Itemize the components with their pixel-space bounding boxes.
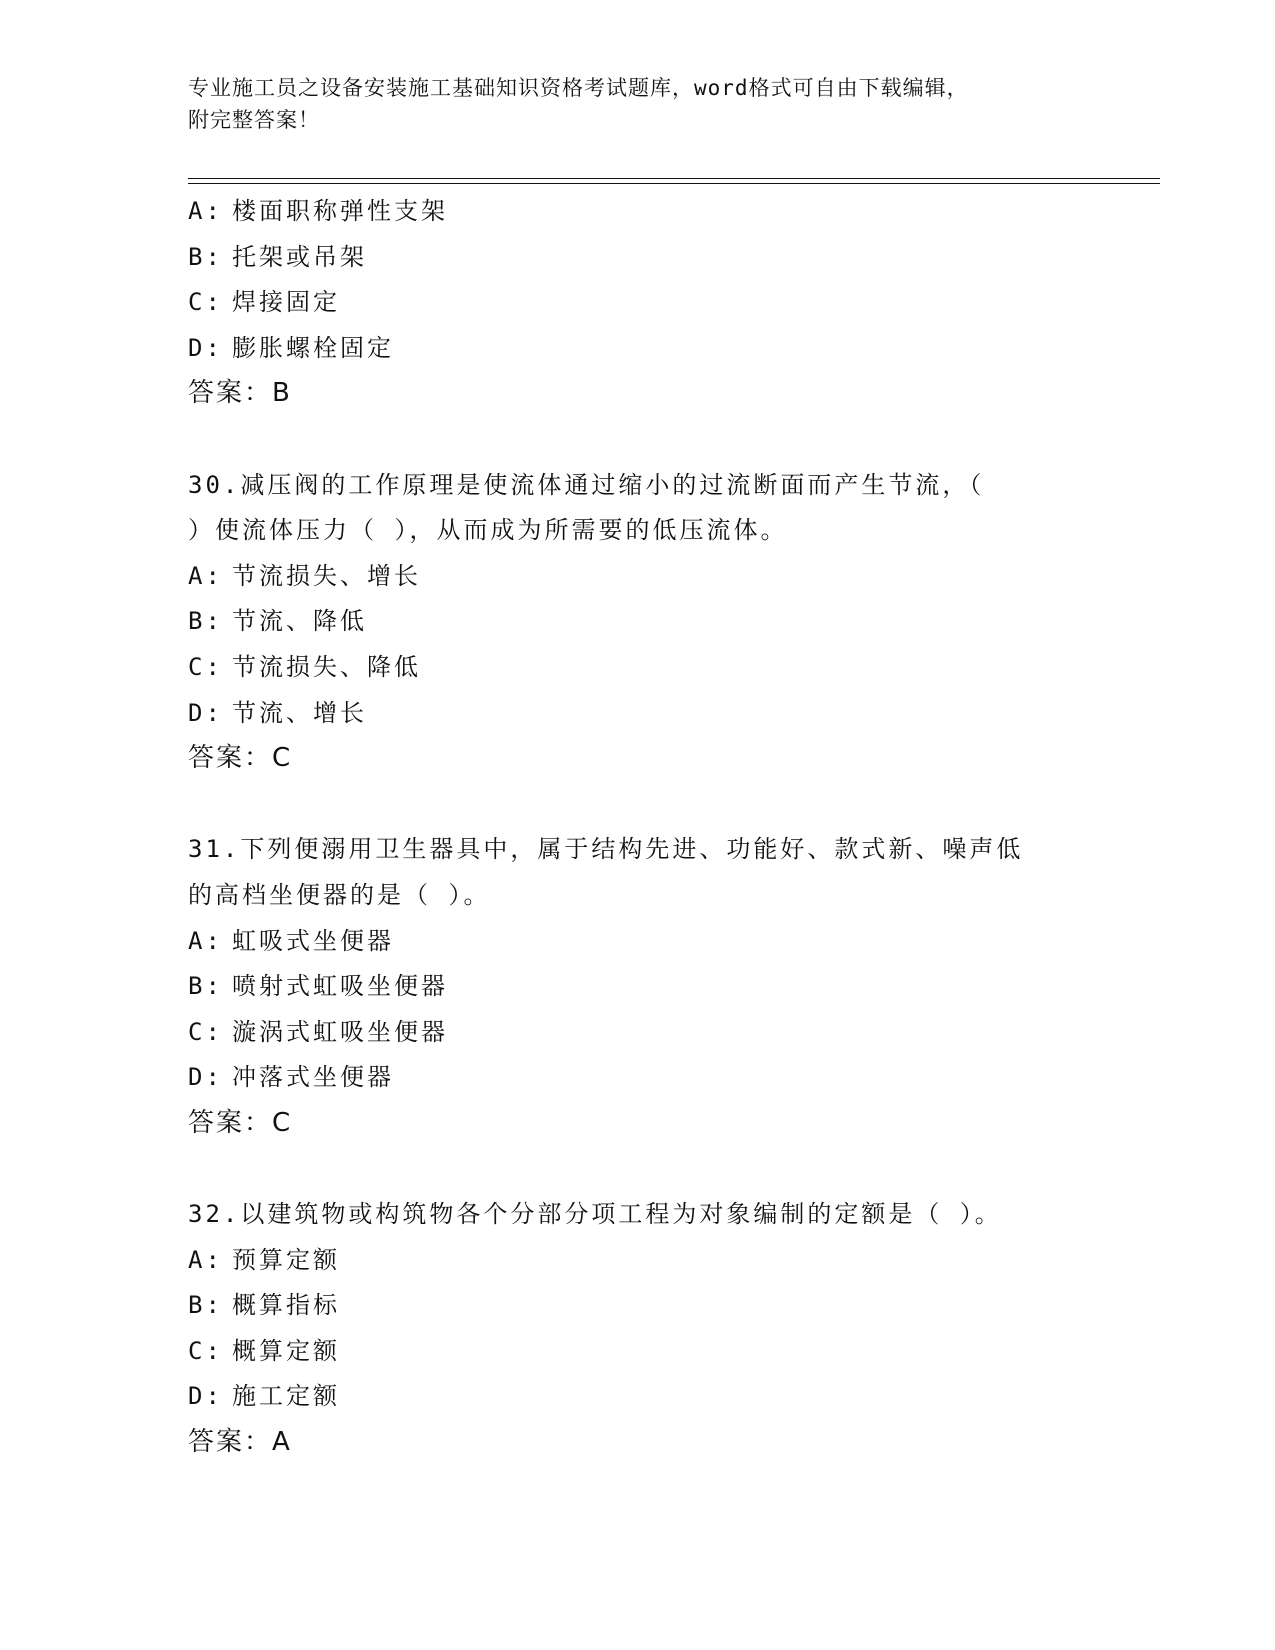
option-letter: D: <box>188 333 223 362</box>
option-letter: A: <box>188 1245 223 1274</box>
option-row <box>188 189 1160 235</box>
option-row <box>188 645 1160 691</box>
option-text: 节流损失、降低 <box>232 652 421 681</box>
option-letter: C: <box>188 1017 223 1046</box>
option-text: 喷射式虹吸坐便器 <box>232 972 448 1001</box>
option-text: 节流损失、增长 <box>232 561 421 590</box>
block-spacer <box>188 1146 1160 1192</box>
option-text: 预算定额 <box>232 1245 340 1274</box>
option-row <box>188 1374 1160 1420</box>
block-spacer <box>188 417 1160 463</box>
answer-line: 答案：B <box>188 378 292 409</box>
option-text: 节流、降低 <box>232 607 367 636</box>
option-text: 概算指标 <box>232 1291 340 1320</box>
option-row <box>188 1283 1160 1329</box>
option-row <box>188 554 1160 600</box>
option-row <box>188 599 1160 645</box>
question-block <box>188 463 1160 782</box>
option-row <box>188 1329 1160 1375</box>
option-text: 虹吸式坐便器 <box>232 926 394 955</box>
option-row <box>188 1238 1160 1284</box>
block-spacer <box>188 782 1160 828</box>
option-letter: A: <box>188 561 223 590</box>
question-block <box>188 1192 1160 1466</box>
option-row <box>188 235 1160 281</box>
option-row <box>188 919 1160 965</box>
option-letter: D: <box>188 698 223 727</box>
option-row <box>188 964 1160 1010</box>
option-letter: D: <box>188 1382 223 1411</box>
question-list <box>188 189 1160 1466</box>
option-text: 冲落式坐便器 <box>232 1063 394 1092</box>
option-row <box>188 691 1160 737</box>
question-text-line: 的高档坐便器的是（ ）。 <box>188 880 491 909</box>
question-text-line: 32.以建筑物或构筑物各个分部分项工程为对象编制的定额是（ ）。 <box>188 1200 1002 1229</box>
option-text: 施工定额 <box>232 1382 340 1411</box>
option-row <box>188 1055 1160 1101</box>
answer-line: 答案：C <box>188 743 293 774</box>
question-block <box>188 189 1160 417</box>
option-text: 漩涡式虹吸坐便器 <box>232 1017 448 1046</box>
option-letter: B: <box>188 242 223 271</box>
option-text: 节流、增长 <box>232 698 367 727</box>
option-letter: D: <box>188 1063 223 1092</box>
option-letter: C: <box>188 1336 223 1365</box>
header-line-1: 专业施工员之设备安装施工基础知识资格考试题库，word格式可自由下载编辑， <box>188 76 969 100</box>
option-row <box>188 1010 1160 1056</box>
answer-line: 答案：C <box>188 1107 293 1138</box>
option-text: 托架或吊架 <box>232 242 367 271</box>
option-text: 楼面职称弹性支架 <box>232 197 448 225</box>
question-text-line: ）使流体压力（ ），从而成为所需要的低压流体。 <box>188 516 788 545</box>
option-row <box>188 326 1160 372</box>
option-row <box>188 280 1160 326</box>
option-letter: B: <box>188 972 223 1001</box>
option-text: 焊接固定 <box>232 288 340 317</box>
document-header <box>188 72 1088 136</box>
question-text-line: 31.下列便溺用卫生器具中，属于结构先进、功能好、款式新、噪声低 <box>188 835 1024 864</box>
option-letter: B: <box>188 607 223 636</box>
option-text: 概算定额 <box>232 1336 340 1365</box>
header-rule-bottom <box>188 183 1160 184</box>
question-block <box>188 827 1160 1146</box>
option-letter: C: <box>188 288 223 317</box>
option-text: 膨胀螺栓固定 <box>232 333 394 362</box>
header-rule-top <box>188 178 1160 179</box>
header-line-2: 附完整答案！ <box>188 108 320 132</box>
option-letter: A: <box>188 926 223 955</box>
question-text-line: 30.减压阀的工作原理是使流体通过缩小的过流断面而产生节流，（ <box>188 470 985 499</box>
option-letter: A: <box>188 197 223 225</box>
option-letter: C: <box>188 652 223 681</box>
answer-line: 答案：A <box>188 1427 292 1458</box>
option-letter: B: <box>188 1291 223 1320</box>
